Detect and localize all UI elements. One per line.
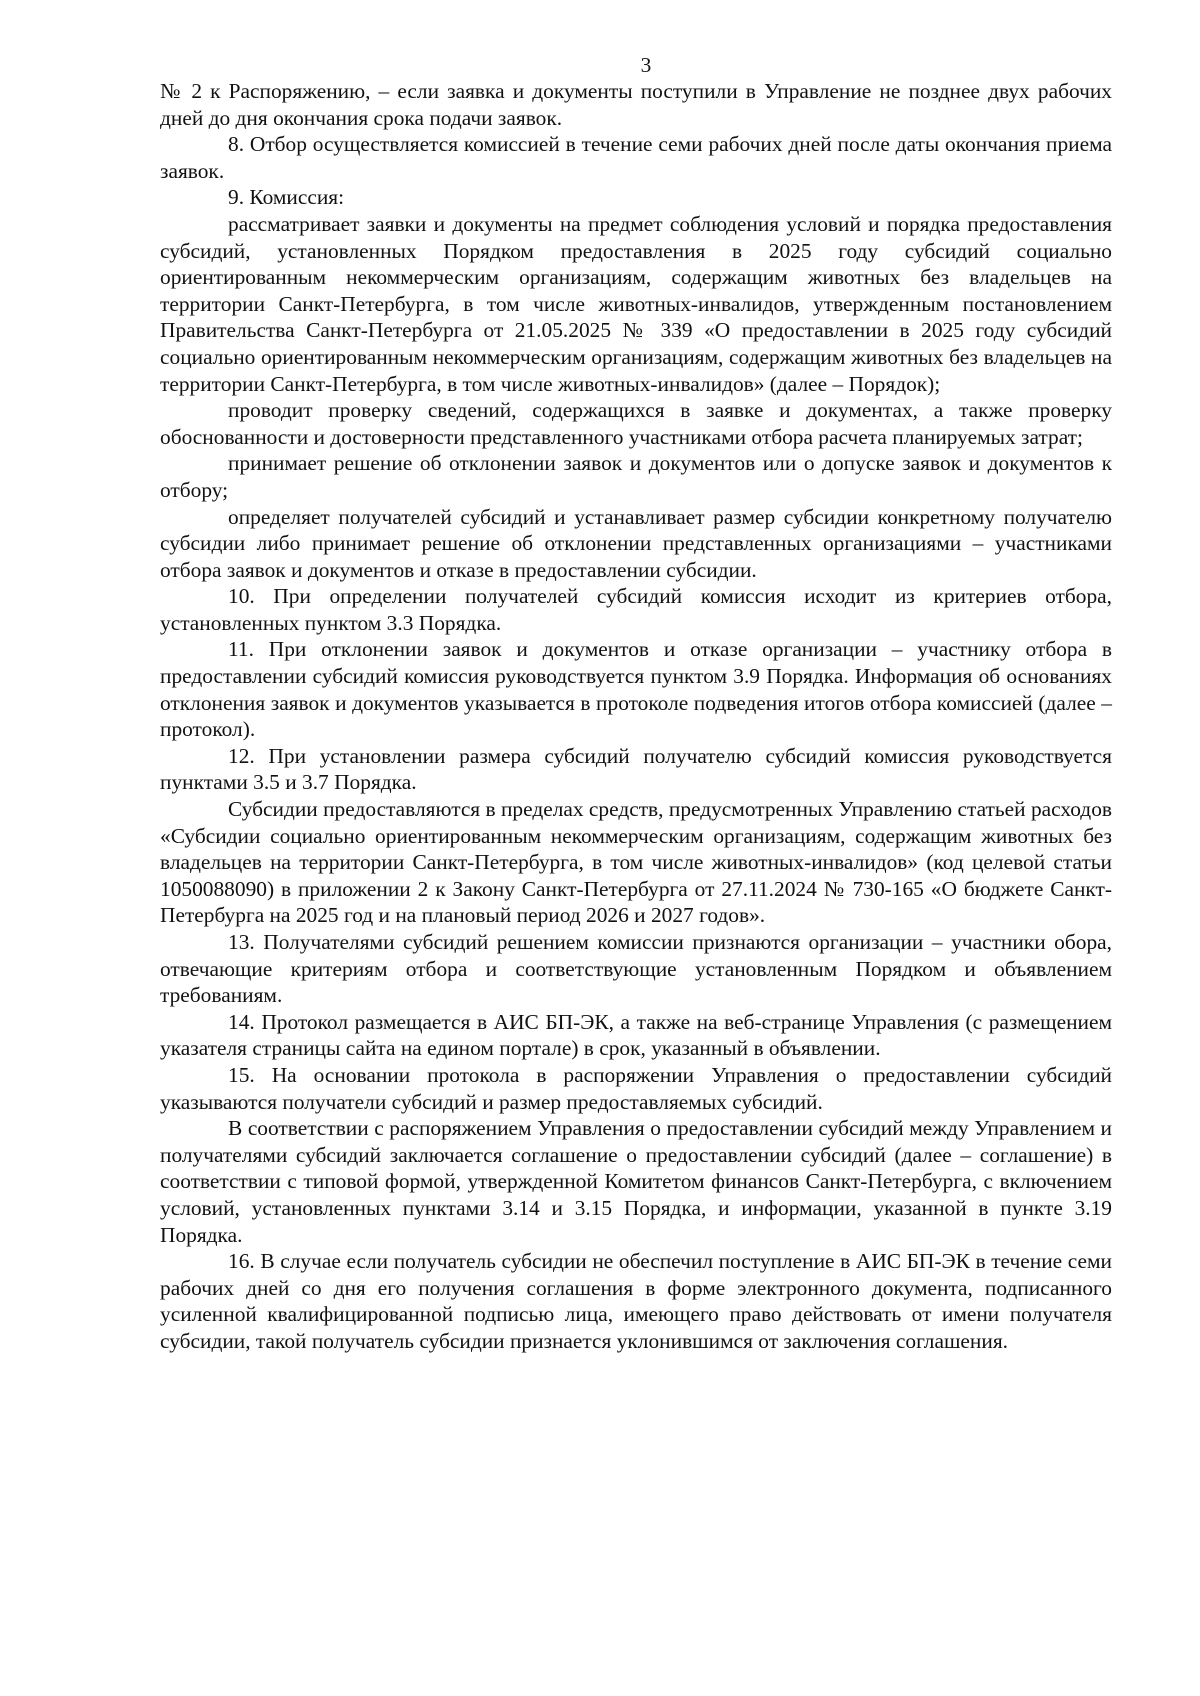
paragraph-12: 12. При установлении размера субсидий получателю субсидий комиссия руководствуется пунктами 3.5 и 3.7 Порядка. — [160, 743, 1112, 795]
paragraph-8: 8. Отбор осуществляется комиссией в течение семи рабочих дней после даты окончания приема заявок. — [160, 132, 1112, 183]
paragraph-10: 10. При определении получателей субсидий комиссия исходит из критериев отбора, установленных пунктом 3.3 Порядка. — [160, 584, 1112, 635]
paragraph-15-agreement: В соответствии с распоряжением Управления о предоставлении субсидий между Управлением и получателями субсидий заключается соглашение о предоставлении субсидий (далее – соглашение) в соответствии с типовой формой, утвержденной Комитетом финансов Санкт-Петербурга, с включением условий, установленных пунктами 3.14 и 3.15 Порядка, и информации, указанной в пункте 3.19 Порядка. — [160, 1116, 1112, 1247]
paragraph-continuation: № 2 к Распоряжению, – если заявка и документы поступили в Управление не позднее двух рабочих дней до дня окончания срока подачи заявок. — [160, 79, 1112, 130]
paragraph-12-subsidies: Субсидии предоставляются в пределах средств, предусмотренных Управлению статьей расходов «Субсидии социально ориентированным некоммерческим организациям, содержащим животных без владельцев на территории Санкт-Петербурга, в том числе животных-инвалидов» (код целевой статьи 1050088090) в приложении 2 к Закону Санкт-Петербурга от 27.11.2024 № 730-165 «О бюджете Санкт-Петербурга на 2025 год и на плановый период 2026 и 2027 годов». — [160, 797, 1112, 928]
paragraph-9-item-decision: принимает решение об отклонении заявок и документов или о допуске заявок и документов к отбору; — [160, 451, 1112, 502]
paragraph-9-item-check: проводит проверку сведений, содержащихся в заявке и документах, а также проверку обоснованности и достоверности представленного участниками отбора расчета планируемых затрат; — [160, 398, 1112, 449]
document-page — [160, 52, 1112, 1355]
paragraph-9-item-recipients: определяет получателей субсидий и устанавливает размер субсидии конкретному получателю субсидии либо принимает решение об отклонении представленных организациями – участниками отбора заявок и документов и отказе в предоставлении субсидии. — [160, 504, 1112, 582]
paragraph-9: 9. Комиссия: — [228, 185, 345, 210]
paragraph-14: 14. Протокол размещается в АИС БП-ЭК, а также на веб-странице Управления (с размещением указателя страницы сайта на едином портале) в срок, указанный в объявлении. — [160, 1009, 1112, 1061]
paragraph-11: 11. При отклонении заявок и документов и отказе организации – участнику отбора в предоставлении субсидий комиссия руководствуется пунктом 3.9 Порядка. Информация об основаниях отклонения заявок и документов указывается в протоколе подведения итогов отбора комиссией (далее – протокол). — [160, 637, 1112, 742]
paragraph-15: 15. На основании протокола в распоряжении Управления о предоставлении субсидий указываются получатели субсидий и размер предоставляемых субсидий. — [160, 1062, 1112, 1114]
paragraph-16: 16. В случае если получатель субсидии не обеспечил поступление в АИС БП-ЭК в течение семи рабочих дней со дня его получения соглашения в форме электронного документа, подписанного усиленной квалифицированной подписью лица, имеющего право действовать от имени получателя субсидии, такой получатель субсидии признается уклонившимся от заключения соглашения. — [160, 1249, 1112, 1353]
paragraph-9-item-review: рассматривает заявки и документы на предмет соблюдения условий и порядка предоставления субсидий, установленных Порядком предоставления в 2025 году субсидий социально ориентированным некоммерческим организациям, содержащим животных без владельцев на территории Санкт-Петербурга, в том числе животных-инвалидов, утвержденным постановлением Правительства Санкт-Петербурга от 21.05.2025 № 339 «О предоставлении в 2025 году субсидий социально ориентированным некоммерческим организациям, содержащим животных без владельцев на территории Санкт-Петербурга, в том числе животных-инвалидов» (далее – Порядок); — [160, 211, 1112, 396]
paragraph-13: 13. Получателями субсидий решением комиссии признаются организации – участники обора, отвечающие критериям отбора и соответствующие установленным Порядком и объявлением требованиям. — [160, 930, 1112, 1008]
page-number: 3 — [640, 53, 652, 77]
